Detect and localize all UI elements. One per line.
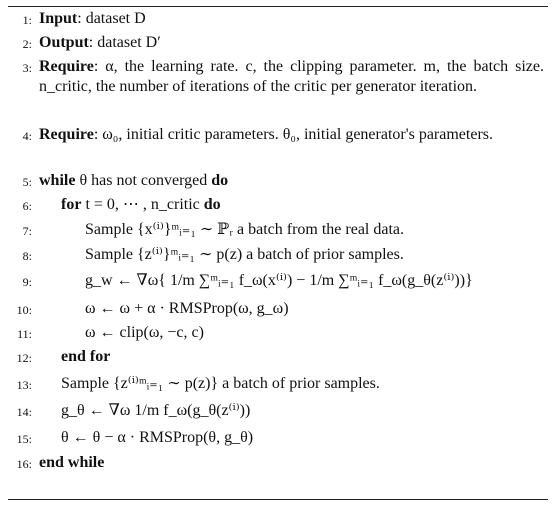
line-number: 14: [16,405,32,419]
line-text: θ has not converged [75,172,212,189]
keyword: end for [61,348,111,365]
line-number: 8: [22,249,32,263]
line-number: 4: [22,129,32,143]
line-body [39,57,544,97]
line-text: ω ← ω + α · RMSProp(ω, g_ω) [85,300,289,317]
line-number: 7: [22,224,32,238]
line-number: 15: [16,432,32,446]
line-body [39,171,228,191]
line-text: t = 0, ⋯ , n_critic [81,196,204,213]
line-body [39,125,544,145]
line-text: : ω₀, initial critic parameters. θ₀, initial generator's parameters. [93,126,494,143]
keyword: for [61,196,82,213]
algorithm-block [8,6,548,500]
keyword: do [203,196,221,213]
line-number: 12: [16,351,32,365]
keyword: Output [39,34,89,51]
line-text: g_w ← ∇ω{ 1/m ∑ᵐᵢ₌₁ f_ω(x⁽ⁱ⁾) − 1/m ∑ᵐᵢ₌₁ f_ω(g_θ(z⁽ⁱ⁾))} [85,272,473,289]
line-number: 3: [22,61,32,75]
keyword: do [211,172,229,189]
line-number: 11: [17,327,32,341]
line-number: 5: [22,175,32,189]
line-body [61,195,221,215]
keyword: Input [39,10,78,27]
line-body [39,9,146,29]
line-text: θ ← θ − α · RMSProp(θ, g_θ) [61,429,254,446]
line-text: : α, the learning rate. c, the clipping parameter. m, the batch size. n_critic, the number of iterations of the critic per generator iteration. [39,58,544,95]
line-number: 16: [16,457,32,471]
line-text: Sample {z⁽ⁱ⁾}ᵐᵢ₌₁ ∼ p(z) a batch of prior samples. [85,246,404,263]
line-text: ω ← clip(ω, −c, c) [85,324,204,341]
line-number: 9: [22,275,32,289]
keyword: Require [39,58,94,75]
line-text: Sample {z⁽ⁱ⁾ᵐᵢ₌₁ ∼ p(z)} a batch of prior samples. [61,375,380,392]
line-body [39,453,104,473]
line-text: : dataset D [77,10,146,27]
line-text: Sample {x⁽ⁱ⁾}ᵐᵢ₌₁ ∼ ℙᵣ a batch from the real data. [85,221,405,238]
line-body [61,347,110,367]
line-number: 1: [22,13,32,27]
keyword: end while [39,454,105,471]
line-text: : dataset D′ [88,34,161,51]
keyword: while [39,172,76,189]
line-number: 13: [16,378,32,392]
line-body [39,33,161,53]
line-number: 2: [22,37,32,51]
line-text: g_θ ← ∇ω 1/m f_ω(g_θ(z⁽ⁱ⁾)) [61,402,251,419]
line-number: 10: [16,303,32,317]
keyword: Require [39,126,94,143]
line-number: 6: [22,199,32,213]
